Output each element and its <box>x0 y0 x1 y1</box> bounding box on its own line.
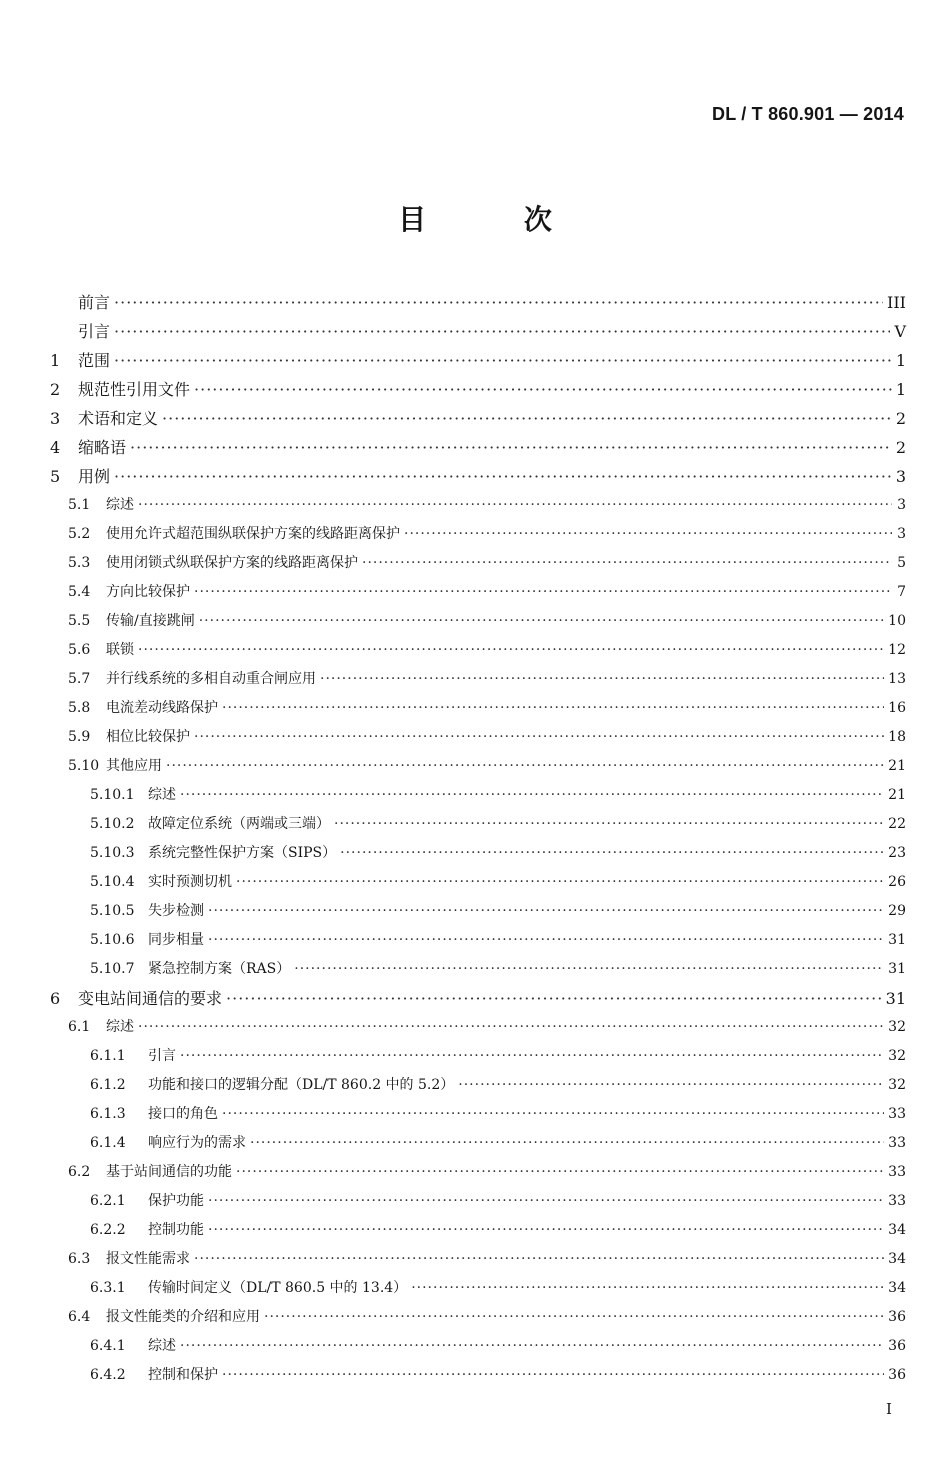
toc-entry-number: 5.2 <box>68 526 91 542</box>
toc-entry-title: 系统完整性保护方案（SIPS） <box>148 845 337 861</box>
toc-entry-page: 32 <box>888 1077 906 1093</box>
toc-leader-dots <box>236 868 884 897</box>
toc-entry-title: 综述 <box>106 1019 134 1035</box>
toc-entry-title: 同步相量 <box>148 932 204 948</box>
toc-entry-page: 2 <box>895 438 906 457</box>
toc-entry-page: 31 <box>885 989 906 1008</box>
toc-leader-dots <box>162 404 892 433</box>
toc-entry[interactable] <box>50 375 906 404</box>
toc-entry[interactable] <box>50 1216 906 1245</box>
toc-leader-dots <box>264 1303 884 1332</box>
toc-entry[interactable] <box>50 578 906 607</box>
toc-entry-number: 3 <box>50 409 61 428</box>
toc-entry[interactable] <box>50 810 906 839</box>
toc-entry-number: 6.1.3 <box>90 1106 126 1122</box>
toc-entry-number: 6.2 <box>68 1164 91 1180</box>
toc-entry-page: 23 <box>888 845 906 861</box>
toc-entry-title: 综述 <box>148 787 176 803</box>
toc-entry[interactable] <box>50 1158 906 1187</box>
toc-entry[interactable] <box>50 839 906 868</box>
toc-entry-page: 21 <box>888 787 906 803</box>
toc-entry[interactable] <box>50 781 906 810</box>
toc-leader-dots <box>458 1071 884 1100</box>
toc-entry-title: 术语和定义 <box>78 409 159 428</box>
toc-entry-page: 36 <box>888 1367 906 1383</box>
toc-entry[interactable] <box>50 665 906 694</box>
toc-entry[interactable] <box>50 694 906 723</box>
toc-entry-number: 6.1 <box>68 1019 91 1035</box>
toc-leader-dots <box>166 752 884 781</box>
toc-entry[interactable] <box>50 404 906 433</box>
toc-entry[interactable] <box>50 462 906 491</box>
toc-entry-number: 6.3.1 <box>90 1280 126 1296</box>
toc-entry[interactable] <box>50 1013 906 1042</box>
toc-entry[interactable] <box>50 1129 906 1158</box>
toc-leader-dots <box>138 636 884 665</box>
toc-entry-title: 紧急控制方案（RAS） <box>148 961 291 977</box>
toc-entry-number: 6.2.2 <box>90 1222 126 1238</box>
toc-entry-page: 21 <box>888 758 906 774</box>
toc-leader-dots <box>250 1129 884 1158</box>
toc-leader-dots <box>294 955 884 984</box>
toc-entry-title: 使用闭锁式纵联保护方案的线路距离保护 <box>106 555 358 571</box>
toc-entry-page: 7 <box>897 584 906 600</box>
toc-entry[interactable] <box>50 1361 906 1390</box>
page-number: I <box>886 1400 892 1418</box>
toc-leader-dots <box>208 1187 884 1216</box>
toc-leader-dots <box>208 897 884 926</box>
toc-leader-dots <box>222 1100 884 1129</box>
toc-entry[interactable] <box>50 520 906 549</box>
toc-entry-number: 4 <box>50 438 61 457</box>
toc-entry-title: 控制和保护 <box>148 1367 218 1383</box>
toc-entry[interactable] <box>50 491 906 520</box>
toc-leader-dots <box>114 317 890 346</box>
toc-leader-dots <box>194 723 884 752</box>
toc-entry-number: 6.1.1 <box>90 1048 126 1064</box>
toc-entry-page: 10 <box>888 613 906 629</box>
toc-leader-dots <box>236 1158 884 1187</box>
toc-entry-number: 5.10.7 <box>90 961 135 977</box>
toc-entry[interactable] <box>50 433 906 462</box>
toc-entry-title: 控制功能 <box>148 1222 204 1238</box>
toc-entry-number: 6.4.2 <box>90 1367 126 1383</box>
toc-entry[interactable] <box>50 897 906 926</box>
toc-entry[interactable] <box>50 1071 906 1100</box>
toc-entry[interactable] <box>50 1187 906 1216</box>
toc-leader-dots <box>194 375 892 404</box>
toc-leader-dots <box>180 781 884 810</box>
toc-entry-title: 用例 <box>78 467 111 486</box>
toc-entry[interactable] <box>50 723 906 752</box>
toc-entry-number: 6 <box>50 989 61 1008</box>
toc-leader-dots <box>226 984 882 1013</box>
toc-leader-dots <box>404 520 892 549</box>
toc-entry-title: 功能和接口的逻辑分配（DL/T 860.2 中的 5.2） <box>148 1077 455 1093</box>
toc-entry-page: 3 <box>897 497 906 513</box>
page-title: 目 次 <box>398 203 596 236</box>
toc-entry[interactable] <box>50 1042 906 1071</box>
toc-leader-dots <box>208 926 884 955</box>
toc-entry-title: 相位比较保护 <box>106 729 190 745</box>
toc-entry[interactable] <box>50 1245 906 1274</box>
toc-entry-number: 5.8 <box>68 700 91 716</box>
toc-entry[interactable] <box>50 288 906 317</box>
toc-entry-title: 故障定位系统（两端或三端） <box>148 816 330 832</box>
toc-entry[interactable] <box>50 549 906 578</box>
toc-entry-title: 联锁 <box>106 642 134 658</box>
toc-entry-number: 6.3 <box>68 1251 91 1267</box>
toc-leader-dots <box>180 1332 884 1361</box>
toc-entry-title: 响应行为的需求 <box>148 1135 246 1151</box>
toc-leader-dots <box>194 1245 884 1274</box>
toc-leader-dots <box>114 346 892 375</box>
toc-entry[interactable] <box>50 636 906 665</box>
toc-entry[interactable] <box>50 752 906 781</box>
toc-entry-number: 6.4.1 <box>90 1338 126 1354</box>
toc-entry-title: 保护功能 <box>148 1193 204 1209</box>
toc-entry-title: 范围 <box>78 351 111 370</box>
toc-entry-page: 13 <box>888 671 906 687</box>
toc-entry-title: 报文性能类的介绍和应用 <box>106 1309 260 1325</box>
toc-entry[interactable] <box>50 1332 906 1361</box>
toc-entry-page: 34 <box>888 1222 906 1238</box>
toc-entry-number: 6.2.1 <box>90 1193 126 1209</box>
toc-entry-title: 电流差动线路保护 <box>106 700 218 716</box>
toc-entry[interactable] <box>50 1100 906 1129</box>
toc-entry-title: 报文性能需求 <box>106 1251 190 1267</box>
toc-entry-title: 传输/直接跳闸 <box>106 613 195 629</box>
toc-entry-number: 5.7 <box>68 671 91 687</box>
toc-entry-page: 32 <box>888 1019 906 1035</box>
toc-entry-page: 26 <box>888 874 906 890</box>
toc-leader-dots <box>411 1274 884 1303</box>
toc-entry-page: 31 <box>888 961 906 977</box>
toc-leader-dots <box>362 549 892 578</box>
toc-entry-page: 33 <box>888 1135 906 1151</box>
toc-entry-page: 2 <box>895 409 906 428</box>
toc-entry-number: 6.4 <box>68 1309 91 1325</box>
toc-entry-page: 12 <box>888 642 906 658</box>
toc-leader-dots <box>208 1216 884 1245</box>
toc-entry-number: 5.5 <box>68 613 91 629</box>
toc-entry[interactable] <box>50 955 906 984</box>
toc-entry-page: V <box>894 322 906 341</box>
toc-entry[interactable] <box>50 607 906 636</box>
toc-entry-page: 31 <box>888 932 906 948</box>
toc-leader-dots <box>180 1042 884 1071</box>
toc-entry-page: 34 <box>888 1280 906 1296</box>
toc-entry-title: 使用允许式超范围纵联保护方案的线路距离保护 <box>106 526 400 542</box>
toc-entry[interactable] <box>50 1274 906 1303</box>
toc-entry-title: 实时预测切机 <box>148 874 232 890</box>
toc-entry-number: 5.10.2 <box>90 816 135 832</box>
toc-entry-title: 引言 <box>148 1048 176 1064</box>
toc-entry-title: 规范性引用文件 <box>78 380 191 399</box>
toc-leader-dots <box>222 1361 884 1390</box>
toc-entry-title: 接口的角色 <box>148 1106 218 1122</box>
toc-entry-title: 综述 <box>106 497 134 513</box>
toc-leader-dots <box>114 462 892 491</box>
table-of-contents <box>50 288 906 1390</box>
toc-entry-page: 1 <box>895 380 906 399</box>
toc-entry-page: 33 <box>888 1164 906 1180</box>
toc-entry-page: 34 <box>888 1251 906 1267</box>
toc-entry-title: 综述 <box>148 1338 176 1354</box>
toc-entry-number: 5.4 <box>68 584 91 600</box>
toc-entry-title: 引言 <box>78 322 111 341</box>
toc-leader-dots <box>320 665 884 694</box>
toc-entry[interactable] <box>50 1303 906 1332</box>
document-code: DL / T 860.901 — 2014 <box>712 104 904 124</box>
toc-leader-dots <box>222 694 884 723</box>
toc-entry-number: 5.3 <box>68 555 91 571</box>
toc-entry-page: 36 <box>888 1309 906 1325</box>
toc-entry[interactable] <box>50 868 906 897</box>
toc-entry-page: 16 <box>888 700 906 716</box>
toc-entry[interactable] <box>50 346 906 375</box>
toc-entry-page: 29 <box>888 903 906 919</box>
toc-leader-dots <box>340 839 884 868</box>
toc-entry-title: 传输时间定义（DL/T 860.5 中的 13.4） <box>148 1280 408 1296</box>
toc-entry-number: 5.10.4 <box>90 874 135 890</box>
toc-entry-title: 其他应用 <box>106 758 162 774</box>
toc-entry-page: 3 <box>897 526 906 542</box>
toc-entry-number: 6.1.2 <box>90 1077 126 1093</box>
toc-entry-number: 2 <box>50 380 61 399</box>
toc-leader-dots <box>138 491 892 520</box>
toc-leader-dots <box>334 810 884 839</box>
toc-leader-dots <box>199 607 884 636</box>
toc-entry-number: 5.10.5 <box>90 903 135 919</box>
toc-entry-number: 5.10 <box>68 758 100 774</box>
toc-entry-title: 基于站间通信的功能 <box>106 1164 232 1180</box>
toc-entry-title: 并行线系统的多相自动重合闸应用 <box>106 671 316 687</box>
toc-leader-dots <box>138 1013 884 1042</box>
toc-entry-number: 5 <box>50 467 61 486</box>
toc-entry-page: 22 <box>888 816 906 832</box>
toc-entry-number: 5.9 <box>68 729 91 745</box>
toc-entry-title: 变电站间通信的要求 <box>78 989 223 1008</box>
toc-entry-number: 5.10.6 <box>90 932 135 948</box>
toc-leader-dots <box>130 433 892 462</box>
toc-entry-page: 36 <box>888 1338 906 1354</box>
toc-entry[interactable] <box>50 984 906 1013</box>
toc-entry-title: 缩略语 <box>78 438 127 457</box>
toc-entry-title: 失步检测 <box>148 903 204 919</box>
toc-entry-title: 前言 <box>78 293 111 312</box>
toc-leader-dots <box>194 578 892 607</box>
toc-entry-page: 32 <box>888 1048 906 1064</box>
toc-entry-number: 5.1 <box>68 497 91 513</box>
toc-entry-page: 3 <box>895 467 906 486</box>
toc-entry-number: 6.1.4 <box>90 1135 126 1151</box>
toc-entry-page: 18 <box>888 729 906 745</box>
toc-entry-number: 5.6 <box>68 642 91 658</box>
toc-entry[interactable] <box>50 317 906 346</box>
toc-entry-page: 33 <box>888 1106 906 1122</box>
toc-entry-title: 方向比较保护 <box>106 584 190 600</box>
toc-entry-page: III <box>887 293 906 312</box>
toc-entry-number: 1 <box>50 351 61 370</box>
toc-leader-dots <box>114 288 883 317</box>
toc-entry-number: 5.10.1 <box>90 787 135 803</box>
toc-entry[interactable] <box>50 926 906 955</box>
toc-entry-page: 1 <box>895 351 906 370</box>
toc-entry-number: 5.10.3 <box>90 845 135 861</box>
toc-entry-page: 33 <box>888 1193 906 1209</box>
toc-entry-page: 5 <box>897 555 906 571</box>
